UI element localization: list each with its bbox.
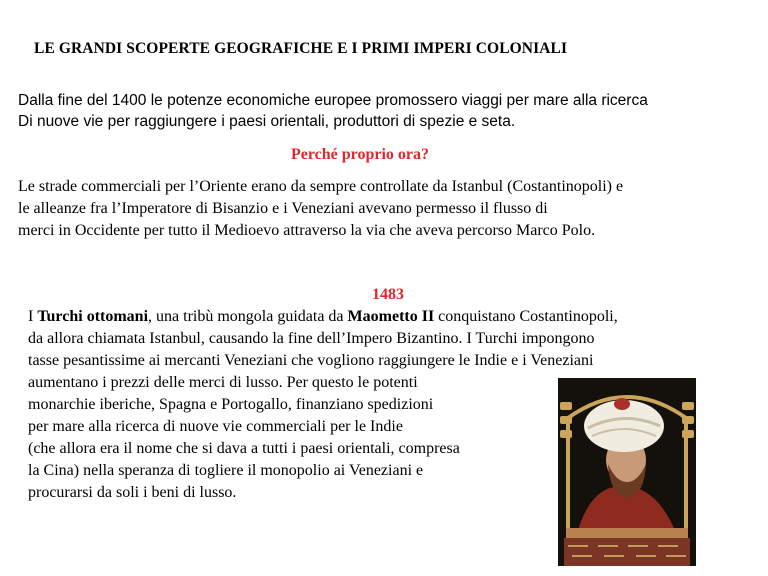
year-heading: 1483 bbox=[372, 286, 404, 303]
body-line: aumentano i prezzi delle merci di lusso. Per questo le potenti bbox=[28, 374, 418, 391]
portrait-image bbox=[558, 378, 696, 566]
body-line: la Cina) nella speranza di togliere il monopolio ai Veneziani e bbox=[28, 462, 424, 479]
body-text: conquistano Costantinopoli, bbox=[434, 308, 618, 325]
body-line bbox=[28, 306, 748, 328]
body-text: , una tribù mongola guidata da bbox=[148, 308, 348, 325]
context-paragraph bbox=[18, 176, 758, 242]
intro-text bbox=[18, 90, 748, 132]
body-line: (che allora era il nome che si dava a tutti i paesi orientali, compresa bbox=[28, 440, 460, 457]
body-line: da allora chiamata Istanbul, causando la fine dell’Impero Bizantino. I Turchi impongono bbox=[28, 330, 595, 347]
portrait-painting bbox=[558, 378, 696, 566]
intro-line: Di nuove vie per raggiungere i paesi orientali, produttori di spezie e seta. bbox=[18, 113, 516, 130]
intro-line: Dalla fine del 1400 le potenze economiche europee promossero viaggi per mare alla ricerca bbox=[18, 92, 648, 109]
body-line: monarchie iberiche, Spagna e Portogallo, finanziano spedizioni bbox=[28, 396, 434, 413]
paragraph-line: merci in Occidente per tutto il Medioevo attraverso la via che aveva percorso Marco Polo. bbox=[18, 222, 596, 239]
crown-icon bbox=[560, 402, 572, 438]
maometto-ii-bold: Maometto II bbox=[347, 308, 435, 325]
paragraph-line: le alleanze fra l’Imperatore di Bisanzio e i Veneziani avevano permesso il flusso di bbox=[18, 200, 548, 217]
turchi-ottomani-bold: Turchi ottomani bbox=[37, 308, 149, 325]
paragraph-line: Le strade commerciali per l’Oriente erano da sempre controllate da Istanbul (Costantinopoli) e bbox=[18, 178, 624, 195]
parapet bbox=[566, 528, 688, 538]
turban-top bbox=[614, 398, 630, 410]
section-question: Perché proprio ora? bbox=[290, 146, 430, 163]
body-line: tasse pesantissime ai mercanti Veneziani che vogliono raggiungere le Indie e i Veneziani bbox=[28, 352, 594, 369]
body-line: procurarsi da soli i beni di lusso. bbox=[28, 484, 237, 501]
tapestry bbox=[564, 538, 690, 566]
body-line: per mare alla ricerca di nuove vie commerciali per le Indie bbox=[28, 418, 403, 435]
body-text: I bbox=[28, 308, 38, 325]
page-title: LE GRANDI SCOPERTE GEOGRAFICHE E I PRIMI IMPERI COLONIALI bbox=[34, 40, 568, 57]
crown-icon bbox=[682, 402, 694, 438]
